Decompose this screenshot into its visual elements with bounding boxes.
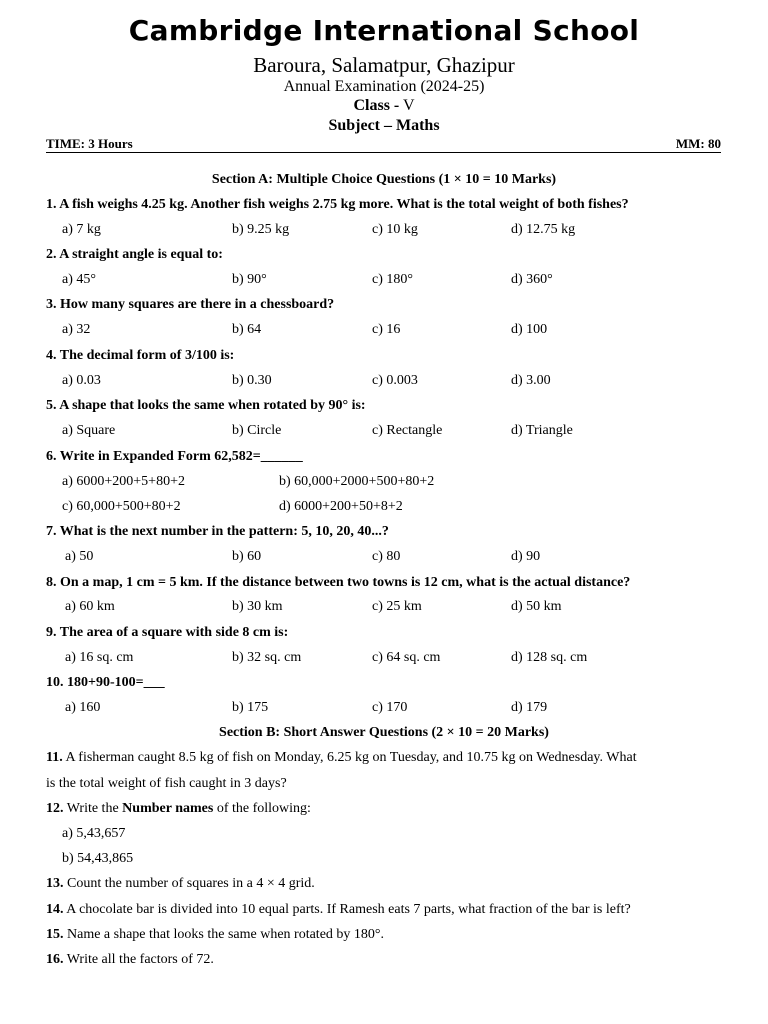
question-12-part-a: a) 5,43,657 (62, 826, 126, 841)
school-name: Cambridge International School (128, 14, 640, 47)
option-d: d) 360° (511, 272, 553, 287)
question-3: 3. How many squares are there in a chessboard? (46, 297, 335, 312)
question-6: 6. Write in Expanded Form 62,582=______ (46, 449, 303, 464)
option-b: b) 32 sq. cm (232, 650, 302, 665)
question-12-part-b: b) 54,43,865 (62, 851, 134, 866)
option-c: c) 64 sq. cm (372, 650, 441, 665)
question-1: 1. A fish weighs 4.25 kg. Another fish weighs 2.75 kg more. What is the total weight of both fishes? (46, 197, 629, 212)
option-a: a) 160 (65, 700, 101, 715)
option-b: b) 30 km (232, 599, 283, 614)
option-d: d) 179 (511, 700, 548, 715)
question-8: 8. On a map, 1 cm = 5 km. If the distance between two towns is 12 cm, what is the actual distance? (46, 575, 631, 590)
option-a: a) 6000+200+5+80+2 (62, 474, 185, 489)
question-text-post: of the following: (216, 801, 311, 816)
question-15 (46, 927, 384, 943)
option-b: b) 9.25 kg (232, 222, 290, 237)
question-13 (46, 876, 315, 892)
class-label: Class - (353, 97, 400, 114)
question-11-continued: is the total weight of fish caught in 3 days? (46, 776, 287, 791)
option-d: d) 90 (511, 549, 541, 564)
option-d: d) 3.00 (511, 373, 551, 388)
question-14 (46, 902, 631, 918)
option-a: a) 50 (65, 549, 94, 564)
option-b: b) Circle (232, 423, 282, 438)
question-text: Write all the factors of 72. (66, 952, 214, 967)
option-a: a) 7 kg (62, 222, 101, 237)
school-address: Baroura, Salamatpur, Ghazipur (253, 53, 515, 77)
option-a: a) 45° (62, 272, 96, 287)
question-number: 14. (46, 902, 64, 917)
option-c: c) 180° (372, 272, 413, 287)
option-c: c) 16 (372, 322, 401, 337)
option-a: a) 60 km (65, 599, 115, 614)
option-d: d) 50 km (511, 599, 562, 614)
option-c: c) 25 km (372, 599, 422, 614)
option-b: b) 60,000+2000+500+80+2 (279, 474, 435, 489)
time-marks-row (46, 136, 721, 153)
question-number: 16. (46, 952, 64, 967)
section-a-title: Section A: Multiple Choice Questions (1 × 10 = 10 Marks) (211, 172, 557, 187)
class-line (0, 97, 768, 115)
option-a: a) 0.03 (62, 373, 101, 388)
question-number: 15. (46, 927, 64, 942)
option-c: c) 60,000+500+80+2 (62, 499, 181, 514)
option-a: a) Square (62, 423, 116, 438)
question-text: Count the number of squares in a 4 × 4 grid. (67, 876, 315, 891)
question-4: 4. The decimal form of 3/100 is: (46, 348, 235, 363)
question-7: 7. What is the next number in the pattern: 5, 10, 20, 40...? (46, 524, 389, 539)
question-number: 11. (46, 750, 63, 765)
max-marks: MM: 80 (675, 136, 721, 151)
question-11 (46, 750, 637, 766)
option-c: c) 0.003 (372, 373, 418, 388)
option-a: a) 32 (62, 322, 91, 337)
question-9: 9. The area of a square with side 8 cm is: (46, 625, 289, 640)
subject-line: Subject – Maths (328, 117, 440, 134)
option-b: b) 60 (232, 549, 262, 564)
option-c: c) Rectangle (372, 423, 443, 438)
exam-title: Annual Examination (2024-25) (283, 78, 485, 95)
question-number: 13. (46, 876, 64, 891)
question-16 (46, 952, 214, 968)
section-b-title: Section B: Short Answer Questions (2 × 10 = 20 Marks) (219, 725, 549, 740)
option-b: b) 64 (232, 322, 262, 337)
option-d: d) 100 (511, 322, 548, 337)
option-d: d) 6000+200+50+8+2 (279, 499, 403, 514)
question-number: 12. (46, 801, 64, 816)
question-text: A chocolate bar is divided into 10 equal parts. If Ramesh eats 7 parts, what fraction of the bar is left? (66, 902, 631, 917)
question-12 (46, 801, 311, 817)
option-c: c) 170 (372, 700, 408, 715)
option-c: c) 80 (372, 549, 401, 564)
option-c: c) 10 kg (372, 222, 418, 237)
option-d: d) 128 sq. cm (511, 650, 588, 665)
option-b: b) 175 (232, 700, 269, 715)
question-text-bold: Number names (122, 801, 214, 816)
question-text: A fisherman caught 8.5 kg of fish on Monday, 6.25 kg on Tuesday, and 10.75 kg on Wednesday. What (65, 750, 637, 765)
option-a: a) 16 sq. cm (65, 650, 134, 665)
question-text: Name a shape that looks the same when rotated by 180°. (67, 927, 385, 942)
option-d: d) 12.75 kg (511, 222, 576, 237)
option-b: b) 90° (232, 272, 267, 287)
option-b: b) 0.30 (232, 373, 272, 388)
question-5: 5. A shape that looks the same when rotated by 90° is: (46, 398, 366, 413)
time-label: TIME: 3 Hours (46, 136, 133, 151)
question-text-pre: Write the (66, 801, 119, 816)
question-2: 2. A straight angle is equal to: (46, 247, 223, 262)
option-d: d) Triangle (511, 423, 573, 438)
class-value: V (402, 97, 415, 114)
question-10: 10. 180+90-100=___ (46, 675, 165, 690)
